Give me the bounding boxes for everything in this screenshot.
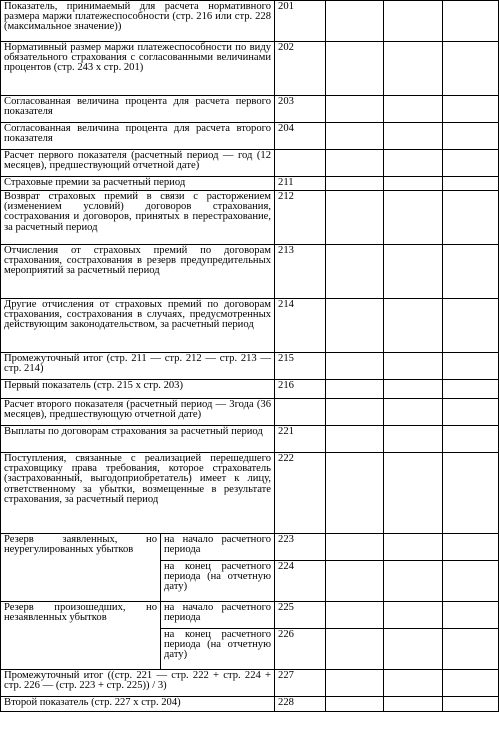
line-code: 223	[275, 534, 326, 561]
value-cell[interactable]	[326, 534, 384, 561]
value-cell[interactable]	[384, 191, 443, 245]
value-cell[interactable]	[326, 399, 384, 426]
row-label: Нормативный размер маржи платежеспособности по виду обязательного страхования с согласованными величинами процентов (стр. 243 x стр. 201)	[1, 42, 275, 96]
value-cell[interactable]	[384, 177, 443, 191]
row-label: Выплаты по договорам страхования за расчетный период	[1, 426, 275, 453]
value-cell[interactable]	[326, 96, 384, 123]
value-cell[interactable]	[443, 629, 499, 670]
form-row	[1, 602, 499, 629]
value-cell[interactable]	[326, 299, 384, 353]
line-code	[275, 399, 326, 426]
value-cell[interactable]	[443, 123, 499, 150]
value-cell[interactable]	[326, 602, 384, 629]
line-code: 204	[275, 123, 326, 150]
form-row	[1, 42, 499, 96]
line-code: 212	[275, 191, 326, 245]
line-code: 216	[275, 380, 326, 399]
value-cell[interactable]	[326, 1, 384, 42]
form-row	[1, 353, 499, 380]
row-label: Другие отчисления от страховых премий по договорам страхования, сострахования в случаях, предусмотренных действующим законодательством, за расчетный период	[1, 299, 275, 353]
value-cell[interactable]	[326, 42, 384, 96]
value-cell[interactable]	[443, 602, 499, 629]
reserve-label: Резерв заявленных, но неурегулированных убытков	[1, 534, 161, 602]
form-row	[1, 670, 499, 697]
value-cell[interactable]	[443, 245, 499, 299]
value-cell[interactable]	[384, 353, 443, 380]
row-label: Страховые премии за расчетный период	[1, 177, 275, 191]
value-cell[interactable]	[326, 697, 384, 712]
form-row	[1, 150, 499, 177]
value-cell[interactable]	[384, 561, 443, 602]
value-cell[interactable]	[443, 353, 499, 380]
value-cell[interactable]	[326, 426, 384, 453]
value-cell[interactable]	[443, 96, 499, 123]
line-code: 225	[275, 602, 326, 629]
line-code: 226	[275, 629, 326, 670]
row-label: Отчисления от страховых премий по договорам страхования, сострахования в резерв предупредительных мероприятий за расчетный период	[1, 245, 275, 299]
value-cell[interactable]	[384, 245, 443, 299]
form-row	[1, 191, 499, 245]
value-cell[interactable]	[443, 42, 499, 96]
line-code: 202	[275, 42, 326, 96]
form-row	[1, 299, 499, 353]
row-label: Согласованная величина процента для расчета первого показателя	[1, 96, 275, 123]
form-row	[1, 453, 499, 534]
value-cell[interactable]	[443, 697, 499, 712]
line-code: 201	[275, 1, 326, 42]
value-cell[interactable]	[443, 670, 499, 697]
value-cell[interactable]	[384, 380, 443, 399]
value-cell[interactable]	[384, 602, 443, 629]
value-cell[interactable]	[443, 380, 499, 399]
value-cell[interactable]	[443, 561, 499, 602]
value-cell[interactable]	[384, 534, 443, 561]
value-cell[interactable]	[384, 299, 443, 353]
value-cell[interactable]	[443, 150, 499, 177]
row-label: Возврат страховых премий в связи с расторжением (изменением условий) договоров страхования, сострахования и договоров, принятых в перестрахование, за расчетный период	[1, 191, 275, 245]
value-cell[interactable]	[384, 1, 443, 42]
period-label: на начало расчетного периода	[161, 534, 275, 561]
row-label: Расчет второго показателя (расчетный период — 3года (36 месяцев), предшествующую отчетной дате)	[1, 399, 275, 426]
row-label: Поступления, связанные с реализацией перешедшего страховщику права требования, которое страхователь (застрахованный, выгодоприобретатель) имеет к лицу, ответственному за убытки, возмещенные в результате страхования, за расчетный период	[1, 453, 275, 534]
line-code: 221	[275, 426, 326, 453]
period-label: на конец расчетного периода (на отчетную дату)	[161, 629, 275, 670]
form-row	[1, 426, 499, 453]
row-label: Согласованная величина процента для расчета второго показателя	[1, 123, 275, 150]
line-code: 224	[275, 561, 326, 602]
value-cell[interactable]	[326, 380, 384, 399]
period-label: на начало расчетного периода	[161, 602, 275, 629]
value-cell[interactable]	[326, 353, 384, 380]
value-cell[interactable]	[326, 123, 384, 150]
value-cell[interactable]	[443, 191, 499, 245]
value-cell[interactable]	[326, 177, 384, 191]
value-cell[interactable]	[443, 177, 499, 191]
line-code: 214	[275, 299, 326, 353]
form-row	[1, 1, 499, 42]
line-code	[275, 150, 326, 177]
value-cell[interactable]	[384, 96, 443, 123]
form-row	[1, 534, 499, 561]
value-cell[interactable]	[443, 399, 499, 426]
row-label: Промежуточный итог (стр. 211 — стр. 212 — стр. 213 — стр. 214)	[1, 353, 275, 380]
value-cell[interactable]	[326, 245, 384, 299]
reserve-label: Резерв произошедших, но незаявленных убытков	[1, 602, 161, 670]
form-row	[1, 380, 499, 399]
row-label: Промежуточный итог ((стр. 221 — стр. 222 + стр. 224 + стр. 226 — (стр. 223 + стр. 225)) / 3)	[1, 670, 275, 697]
value-cell[interactable]	[384, 426, 443, 453]
value-cell[interactable]	[443, 534, 499, 561]
period-label: на конец расчетного периода (на отчетную дату)	[161, 561, 275, 602]
value-cell[interactable]	[443, 453, 499, 534]
value-cell[interactable]	[326, 191, 384, 245]
value-cell[interactable]	[326, 561, 384, 602]
value-cell[interactable]	[443, 299, 499, 353]
form-row	[1, 399, 499, 426]
value-cell[interactable]	[326, 629, 384, 670]
line-code: 228	[275, 697, 326, 712]
line-code: 203	[275, 96, 326, 123]
line-code: 227	[275, 670, 326, 697]
row-label: Расчет первого показателя (расчетный период — год (12 месяцев), предшествующий отчетной дате)	[1, 150, 275, 177]
form-row	[1, 177, 499, 191]
value-cell[interactable]	[384, 453, 443, 534]
form-row	[1, 245, 499, 299]
row-label: Показатель, принимаемый для расчета нормативного размера маржи платежеспособности (стр. 216 или стр. 228 (максимальное значение))	[1, 1, 275, 42]
value-cell[interactable]	[384, 42, 443, 96]
form-row	[1, 123, 499, 150]
line-code: 211	[275, 177, 326, 191]
value-cell[interactable]	[326, 150, 384, 177]
value-cell[interactable]	[443, 1, 499, 42]
value-cell[interactable]	[384, 150, 443, 177]
value-cell[interactable]	[384, 629, 443, 670]
value-cell[interactable]	[384, 399, 443, 426]
value-cell[interactable]	[384, 670, 443, 697]
line-code: 213	[275, 245, 326, 299]
form-body	[1, 1, 499, 712]
form-row	[1, 96, 499, 123]
form-row	[1, 697, 499, 712]
row-label: Второй показатель (стр. 227 x стр. 204)	[1, 697, 275, 712]
value-cell[interactable]	[384, 123, 443, 150]
line-code: 215	[275, 353, 326, 380]
value-cell[interactable]	[384, 697, 443, 712]
value-cell[interactable]	[326, 453, 384, 534]
value-cell[interactable]	[443, 426, 499, 453]
value-cell[interactable]	[326, 670, 384, 697]
line-code: 222	[275, 453, 326, 534]
row-label: Первый показатель (стр. 215 x стр. 203)	[1, 380, 275, 399]
